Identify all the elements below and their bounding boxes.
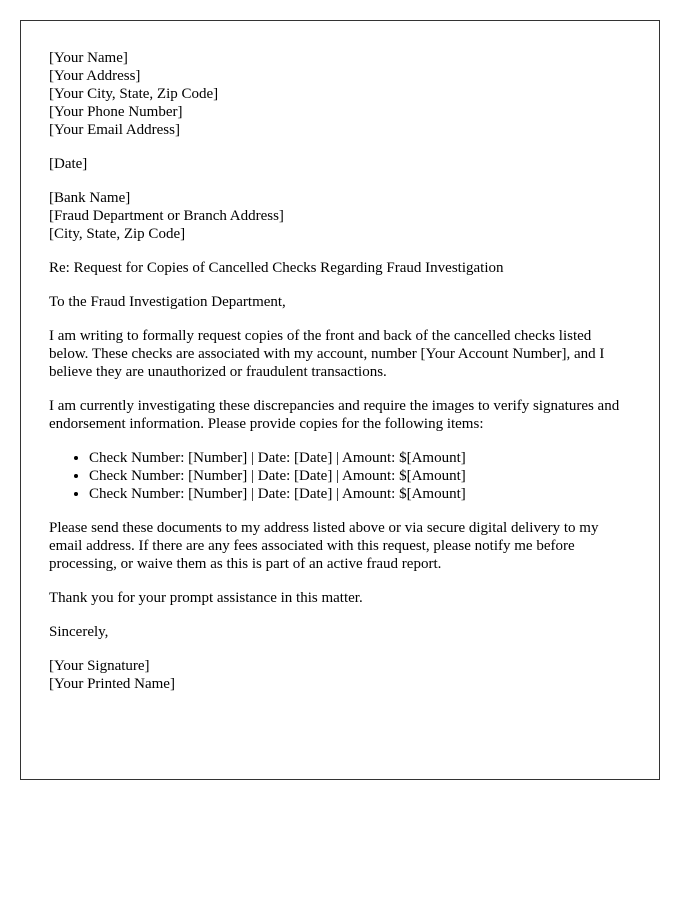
check-list: [49, 449, 631, 503]
signature-block: [49, 657, 631, 693]
subject: Re: Request for Copies of Cancelled Checks Regarding Fraud Investigation: [49, 260, 504, 276]
signature-line: [Your Signature]: [49, 658, 150, 674]
body-paragraph: I am writing to formally request copies of the front and back of the cancelled checks listed below. These checks are associated with my account, number [Your Account Number], and I believe they are unauthorized or fraudulent transactions.: [49, 328, 605, 380]
list-item: • Check Number: [Number] | Date: [Date] | Amount: $[Amount]: [89, 449, 631, 467]
sender-line: [Your Name]: [49, 50, 128, 66]
sender-line: [Your Phone Number]: [49, 104, 183, 120]
recipient-line: [City, State, Zip Code]: [49, 226, 186, 242]
list-item: • Check Number: [Number] | Date: [Date] | Amount: $[Amount]: [89, 485, 631, 503]
date: [Date]: [49, 156, 88, 172]
body-paragraph: I am currently investigating these discrepancies and require the images to verify signatures and endorsement information. Please provide copies for the following items:: [49, 398, 620, 432]
recipient-line: [Bank Name]: [49, 190, 131, 206]
recipient-block: [49, 189, 631, 243]
sender-line: [Your Address]: [49, 68, 141, 84]
recipient-line: [Fraud Department or Branch Address]: [49, 208, 284, 224]
list-item: • Check Number: [Number] | Date: [Date] | Amount: $[Amount]: [89, 467, 631, 485]
printed-name: [Your Printed Name]: [49, 676, 175, 692]
salutation: To the Fraud Investigation Department,: [49, 294, 286, 310]
sender-line: [Your Email Address]: [49, 122, 180, 138]
sender-line: [Your City, State, Zip Code]: [49, 86, 219, 102]
body-paragraph: Please send these documents to my address listed above or via secure digital delivery to my email address. If there are any fees associated with this request, please notify me before processing, or waive them as this is part of an active fraud report.: [49, 520, 599, 572]
sender-block: [49, 49, 631, 139]
closing: Sincerely,: [49, 624, 109, 640]
body-paragraph: Thank you for your prompt assistance in this matter.: [49, 590, 363, 606]
letter-page: [20, 20, 660, 780]
